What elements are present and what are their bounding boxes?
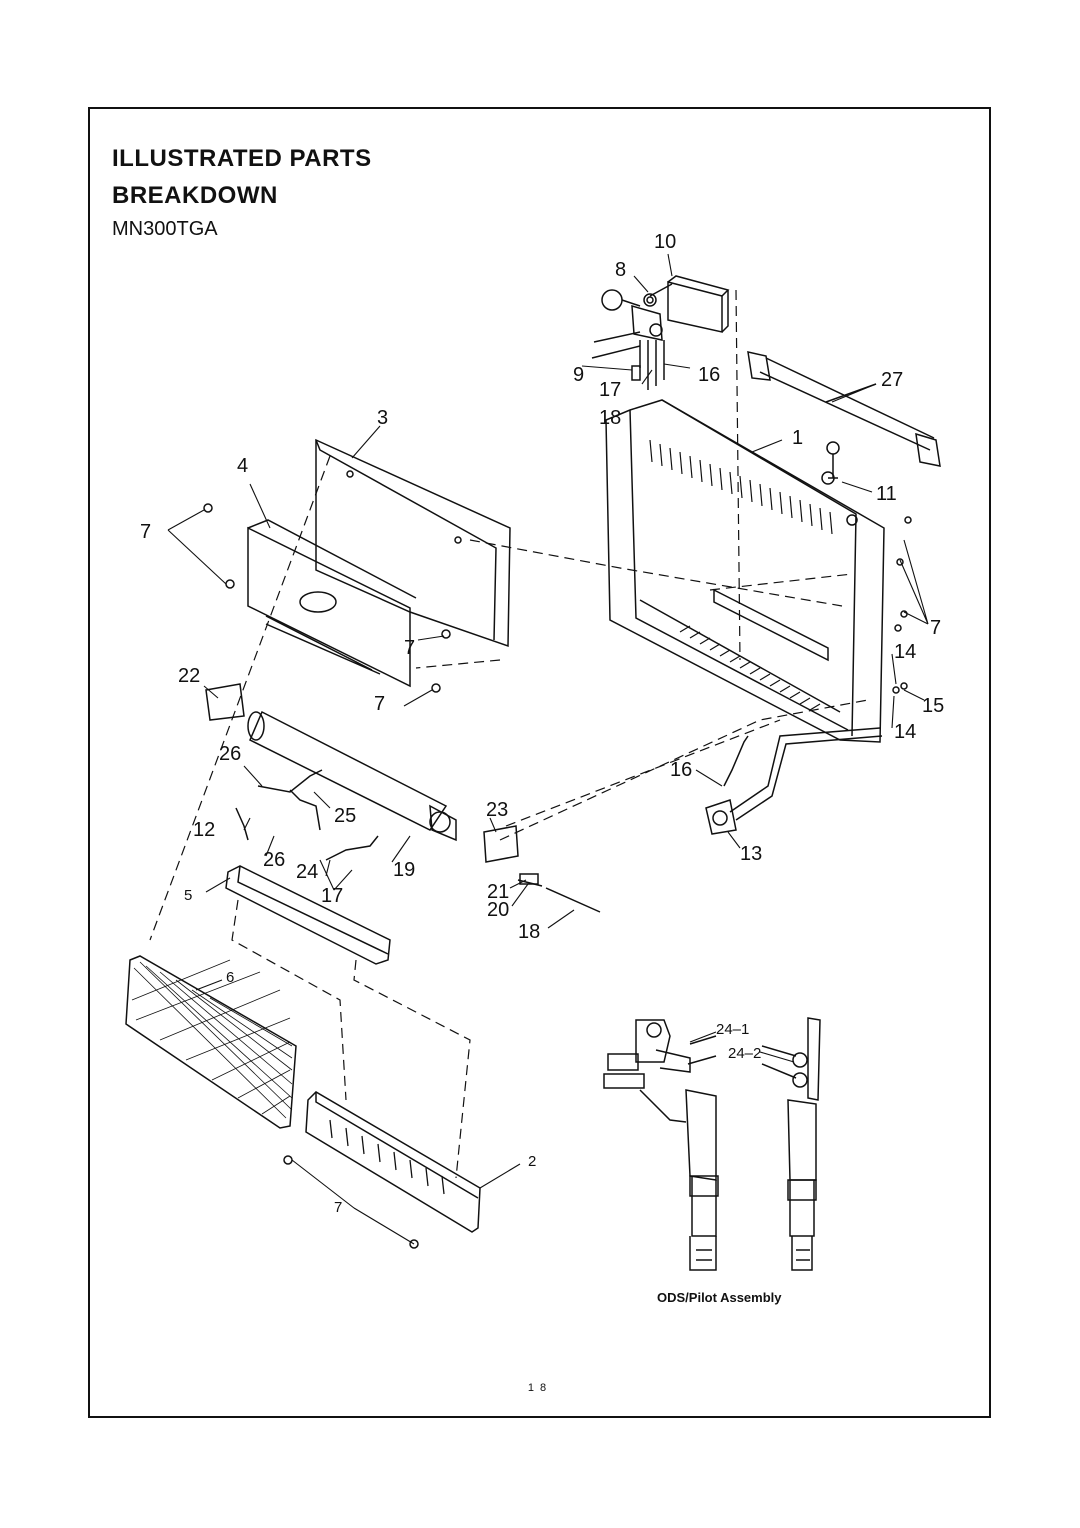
callout-18-top: 18 xyxy=(599,407,622,429)
page-title-line1: ILLUSTRATED PARTS xyxy=(112,145,372,172)
callout-19: 19 xyxy=(393,859,416,881)
callout-7-center: 7 xyxy=(404,637,416,659)
page-title-line2: BREAKDOWN xyxy=(112,182,278,209)
callout-9: 9 xyxy=(573,364,585,386)
callout-leaders xyxy=(168,254,928,1244)
callout-11: 11 xyxy=(876,483,897,505)
callout-1: 1 xyxy=(792,427,804,449)
screen-grille-6 xyxy=(126,956,296,1128)
callout-15: 15 xyxy=(922,695,945,717)
page-number: 18 xyxy=(527,1382,553,1394)
callout-24-1: 24–1 xyxy=(716,1021,750,1038)
callout-13: 13 xyxy=(740,843,763,865)
callout-7-bottom: 7 xyxy=(334,1199,343,1216)
callout-2: 2 xyxy=(528,1153,537,1170)
callout-7-left: 7 xyxy=(140,521,152,543)
callout-27: 27 xyxy=(881,369,904,391)
callout-10: 10 xyxy=(654,231,677,253)
callout-26-upper: 26 xyxy=(219,743,242,765)
callout-7-right: 7 xyxy=(930,617,942,639)
callout-7-lower: 7 xyxy=(374,693,386,715)
callout-6: 6 xyxy=(226,969,235,986)
callout-14-upper: 14 xyxy=(894,641,917,663)
callout-labels xyxy=(140,231,944,1216)
callout-5: 5 xyxy=(184,887,193,904)
callout-23: 23 xyxy=(486,799,509,821)
callout-24: 24 xyxy=(296,861,319,883)
callout-16-top: 16 xyxy=(698,364,721,386)
cabinet-1 xyxy=(606,400,911,742)
callout-20: 20 xyxy=(487,899,510,921)
callout-12: 12 xyxy=(193,819,216,841)
callout-22: 22 xyxy=(178,665,201,687)
model-number: MN300TGA xyxy=(112,218,218,240)
callout-17-lower: 17 xyxy=(321,885,344,907)
burner-housing-3-4 xyxy=(204,440,510,692)
callout-3: 3 xyxy=(377,407,389,429)
callout-26-lower: 26 xyxy=(263,849,286,871)
callout-24-2: 24–2 xyxy=(728,1045,762,1062)
ods-pilot-assembly-label: ODS/Pilot Assembly xyxy=(657,1290,782,1305)
callout-18-lower: 18 xyxy=(518,921,541,943)
regulator-13 xyxy=(706,728,882,834)
callout-16-lower: 16 xyxy=(670,759,693,781)
ods-pilot-assembly xyxy=(604,1018,820,1270)
callout-8: 8 xyxy=(615,259,627,281)
callout-21: 21 xyxy=(487,881,510,903)
callout-25: 25 xyxy=(334,805,357,827)
callout-17-top: 17 xyxy=(599,379,622,401)
bracket-27 xyxy=(748,352,940,466)
callout-4: 4 xyxy=(237,455,249,477)
callout-14-lower: 14 xyxy=(894,721,917,743)
